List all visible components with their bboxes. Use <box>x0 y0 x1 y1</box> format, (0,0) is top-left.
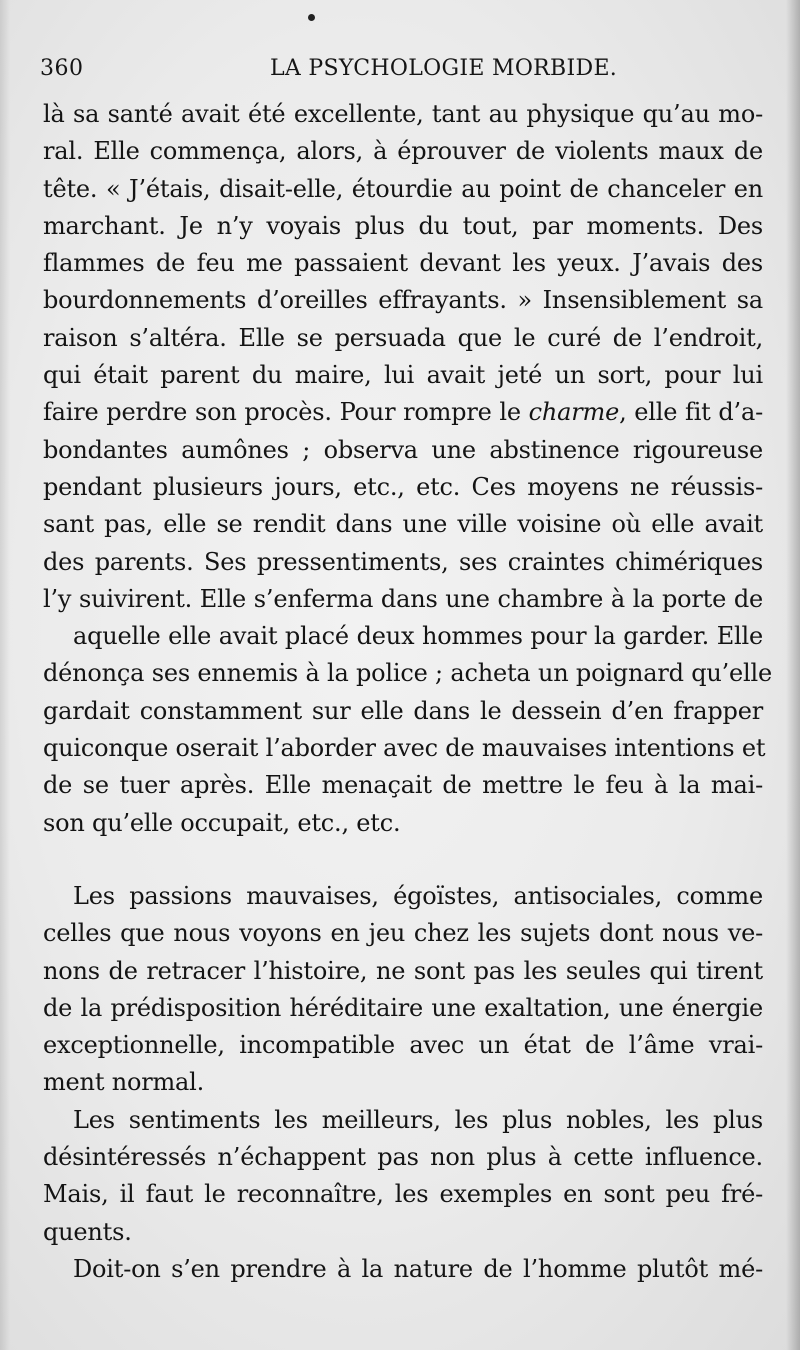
text-line <box>43 394 763 431</box>
text-run: faire perdre son procès. Pour rompre le <box>43 398 529 427</box>
text-line: sant pas, elle se rendit dans une ville voisine où elle avait <box>43 510 763 539</box>
paragraph-spacer <box>43 842 763 878</box>
text-line: Mais, il faut le reconnaître, les exemples en sont peu fré- <box>43 1180 763 1209</box>
text-line: désintéressés n’échappent pas non plus à cette influence. <box>43 1143 763 1172</box>
text-line: l’y suivirent. Elle s’enferma dans une chambre à la porte de <box>43 584 763 613</box>
text-line: flammes de feu me passaient devant les yeux. J’avais des <box>43 249 763 278</box>
text-line: bourdonnements d’oreilles effrayants. » Insensiblement sa <box>43 286 763 315</box>
body-text <box>43 96 773 1288</box>
running-title: LA PSYCHOLOGIE MORBIDE. <box>270 56 618 81</box>
text-line: celles que nous voyons en jeu chez les sujets dont nous ve- <box>43 919 763 948</box>
paragraph <box>43 96 773 842</box>
text-line: Doit-on s’en prendre à la nature de l’homme plutôt mé- <box>73 1254 763 1283</box>
text-line: Les sentiments les meilleurs, les plus nobles, les plus <box>73 1105 763 1134</box>
text-run: , elle fit d’a- <box>619 398 763 427</box>
text-line: des parents. Ses pressentiments, ses craintes chimériques <box>43 547 763 576</box>
text-line: ment normal. <box>43 1068 205 1097</box>
text-line: bondantes aumônes ; observa une abstinence rigoureuse <box>43 435 763 464</box>
text-line: tête. « J’étais, disait-elle, étourdie au point de chanceler en <box>43 174 763 203</box>
text-line: ral. Elle commença, alors, à éprouver de violents maux de <box>43 137 763 166</box>
text-line: de la prédisposition héréditaire une exaltation, une énergie <box>43 993 763 1022</box>
paragraph <box>43 1251 763 1288</box>
text-line: de se tuer après. Elle menaçait de mettre le feu à la mai- <box>43 771 763 800</box>
text-line: raison s’altéra. Elle se persuada que le curé de l’endroit, <box>43 323 763 352</box>
italic-word: charme <box>528 398 620 427</box>
text-line: marchant. Je n’y voyais plus du tout, par moments. Des <box>43 211 763 240</box>
text-line: nons de retracer l’histoire, ne sont pas les seules qui tirent <box>43 956 763 985</box>
text-line: quiconque oserait l’aborder avec de mauvaises intentions et <box>43 734 766 763</box>
text-line: exceptionnelle, incompatible avec un état de l’âme vrai- <box>43 1031 763 1060</box>
paragraph <box>43 878 763 1102</box>
paragraph <box>43 1102 763 1251</box>
page-header <box>40 56 760 86</box>
text-line: pendant plusieurs jours, etc., etc. Ces moyens ne réussis- <box>43 472 763 501</box>
text-line: gardait constamment sur elle dans le dessein d’en frapper <box>43 696 763 725</box>
text-line: quents. <box>43 1217 132 1246</box>
text-line: son qu’elle occupait, etc., etc. <box>43 808 401 837</box>
ink-dot <box>308 14 315 21</box>
text-line: aquelle elle avait placé deux hommes pour la garder. Elle <box>73 622 763 651</box>
text-line: là sa santé avait été excellente, tant au physique qu’au mo- <box>43 100 763 128</box>
page-number: 360 <box>40 56 84 81</box>
text-line: dénonça ses ennemis à la police ; acheta un poignard qu’elle <box>43 659 773 688</box>
text-line: Les passions mauvaises, égoïstes, antisociales, comme <box>73 881 763 910</box>
text-line: qui était parent du maire, lui avait jeté un sort, pour lui <box>43 361 763 390</box>
